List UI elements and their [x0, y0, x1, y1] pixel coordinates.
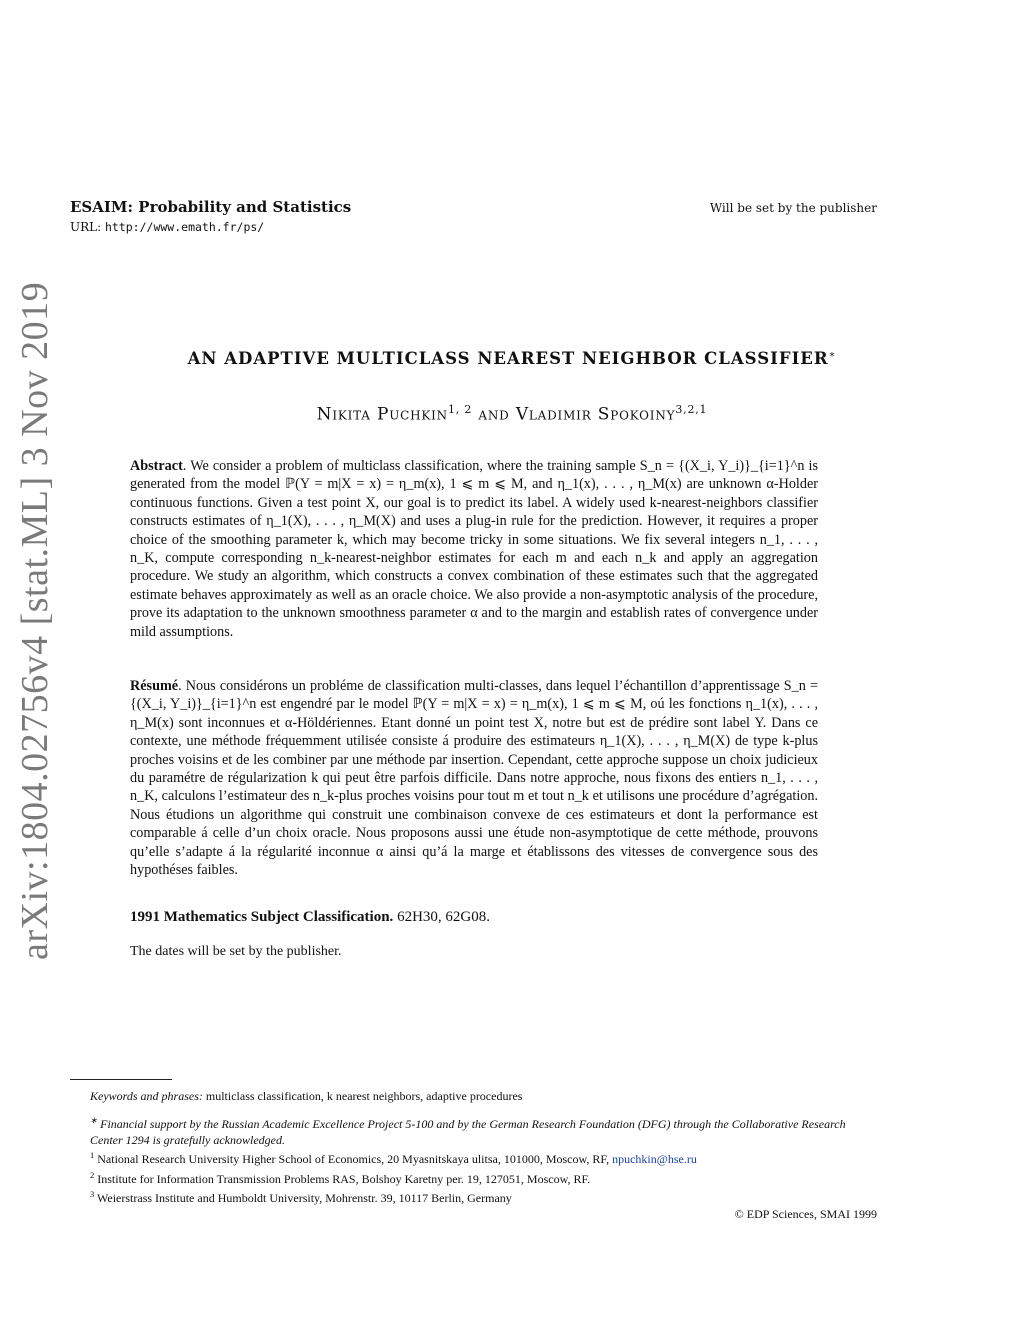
affiliation-3-mark: 3 [90, 1189, 95, 1199]
title-footnote-mark: ∗ [828, 349, 837, 361]
funding-footnote [90, 1112, 880, 1148]
author-list [0, 403, 1024, 425]
affiliation-1-footnote [90, 1147, 880, 1167]
keywords-text: multiclass classification, k nearest neighbors, adaptive procedures [202, 1089, 523, 1103]
abstract-text: . We consider a problem of multiclass classification, where the training sample S_n = {(X_i, Y_i)}_{i=1}^n is generated from the model ℙ(Y = m|X = x) = η_m(x), 1 ⩽ m ⩽ M, and η_1(x), . . . , η_M(x) are unknown α-Holder continuous functions. Given a test point X, our goal is to predict its label. A widely used k-nearest-neighbors classifier constructs estimates of η_1(X), . . . , η_M(X) and uses a plug-in rule for the prediction. However, it requires a proper choice of the smoothing parameter k, which may become tricky in some situations. We fix several integers n_1, . . . , n_K, compute corresponding n_k-nearest-neighbor estimates for each m and each n_k and apply an aggregation procedure. We study an algorithm, which constructs a convex combination of these estimates such that the aggregated estimate behaves approximately as well as an oracle choice. We also provide a non-asymptotic analysis of the procedure, prove its adaptation to the unknown smoothness parameter α and to the margin and establish rates of convergence under mild assumptions. [130, 458, 818, 640]
journal-name: ESAIM: Probability and Statistics [70, 198, 352, 216]
publisher-note: Will be set by the publisher [709, 201, 877, 215]
funding-mark: ∗ [90, 1115, 98, 1125]
subject-classification [130, 909, 490, 926]
funding-text: Financial support by the Russian Academic Excellence Project 5-100 and by the German Research Foundation (DFG) through the Collaborative Research Center 1294 is gratefully acknowledged. [90, 1117, 846, 1147]
author-1: Nikita Puchkin [316, 404, 448, 425]
resume-paragraph [130, 677, 818, 879]
dates-note: The dates will be set by the publisher. [130, 944, 342, 959]
keywords-footnote [90, 1088, 880, 1104]
email-link[interactable]: npuchkin@hse.ru [612, 1152, 697, 1166]
affiliation-3-footnote [90, 1186, 880, 1206]
abstract-paragraph [130, 457, 818, 641]
affiliation-3-text: Weierstrass Institute and Humboldt University, Mohrenstr. 39, 10117 Berlin, Germany [94, 1191, 512, 1205]
paper-title [0, 349, 1024, 368]
author-2: Vladimir Spokoiny [515, 404, 676, 425]
msc-label: 1991 Mathematics Subject Classification. [130, 909, 394, 925]
url-label: URL: [70, 220, 105, 234]
keywords-label: Keywords and phrases: [90, 1089, 203, 1103]
arxiv-identifier[interactable]: arXiv:1804.02756v4 [stat.ML] 3 Nov 2019 [14, 281, 56, 960]
journal-url-link[interactable]: http://www.emath.fr/ps/ [104, 220, 265, 234]
footnote-divider [70, 1079, 172, 1080]
affiliation-2-mark: 2 [90, 1170, 95, 1180]
affiliation-2-text: Institute for Information Transmission Problems RAS, Bolshoy Karetny per. 19, 127051, Moscow, RF. [94, 1172, 591, 1186]
journal-url-line [70, 220, 264, 234]
affiliation-1-mark: 1 [90, 1150, 95, 1160]
msc-codes: 62H30, 62G08. [393, 909, 490, 925]
resume-label: Résumé [130, 678, 179, 694]
affiliation-1-text: National Research University Higher School of Economics, 20 Myasnitskaya ulitsa, 101000, Moscow, RF, [94, 1152, 613, 1166]
resume-text: . Nous considérons un probléme de classification multi-classes, dans lequel l’échantillon d’apprentissage S_n = {(X_i, Y_i)}_{i=1}^n est engendré par le model ℙ(Y = m|X = x) = η_m(x), 1 ⩽ m ⩽ M, oú les fonctions η_1(x), . . . , η_M(x) sont inconnues et α-Höldériennes. Etant donné un point test X, notre but est de prédire sont label Y. Dans ce contexte, une méthode fréquemment utilisée consiste á produire des estimateurs η_1(X), . . . , η_M(X) de type k-plus proches voisins et de les combiner par une méthode par insertion. Cependant, cette approche suppose un choix judicieux du paramétre de régularization k qui peut être parfois difficile. Dans notre approche, nous fixons des entiers n_1, . . . , n_K, calculons l’estimateur des n_k-plus proches voisins pour tout m et tout n_k et utilisons une procédure d’agrégation. Nous étudions un algorithme qui construit une combinaison convexe de ces estimateurs et dont la performance est comparable á celle d’un choix oracle. Nous proposons aussi une étude non-asymptotique de cette méthode, prouvons qu’elle s’adapte á la régularité inconnue α ainsi qu’á la marge et établissons des vitesses de convergence sous des hypothéses faibles. [130, 678, 818, 879]
abstract-label: Abstract [130, 458, 183, 474]
title-text: AN ADAPTIVE MULTICLASS NEAREST NEIGHBOR CLASSIFIER [187, 349, 829, 368]
author-2-affiliation: 3,2,1 [675, 403, 708, 416]
author-1-affiliation: 1, 2 [447, 403, 473, 416]
affiliation-2-footnote [90, 1167, 880, 1187]
author-connector: and [478, 404, 510, 425]
copyright-notice: © EDP Sciences, SMAI 1999 [734, 1207, 877, 1221]
